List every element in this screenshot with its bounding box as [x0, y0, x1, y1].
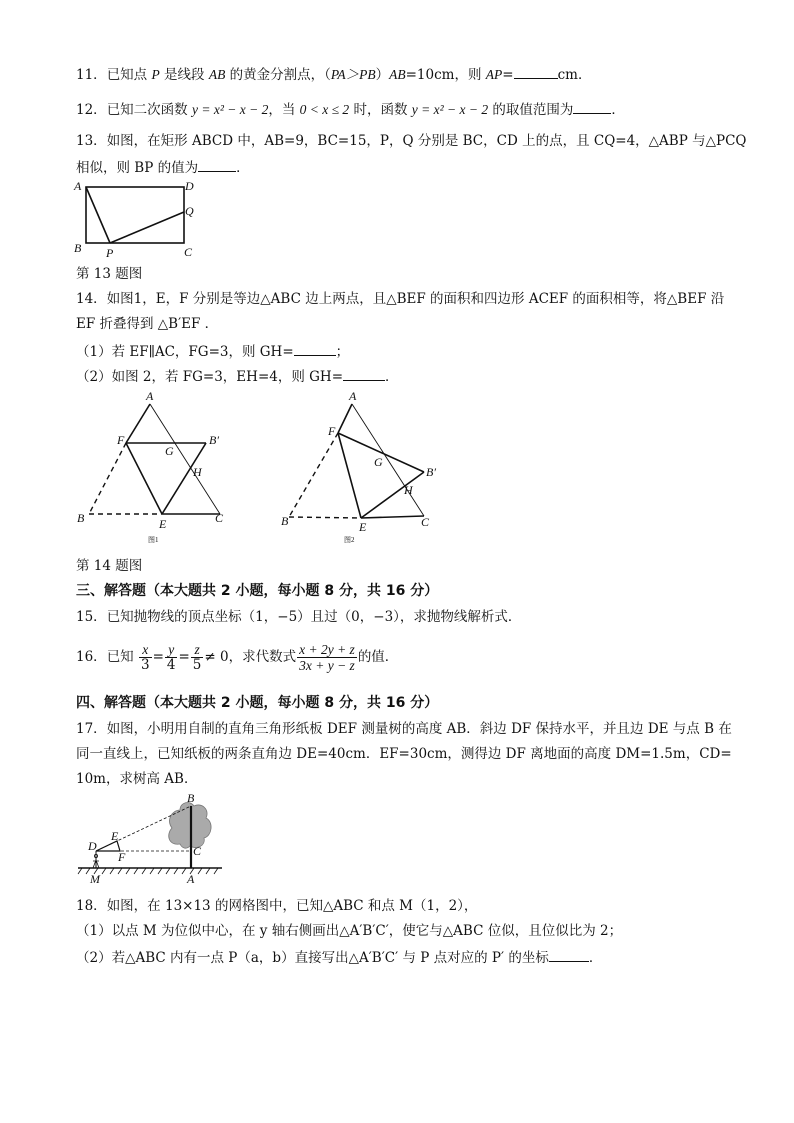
label-b-prime: B′ — [209, 433, 219, 447]
question-16: 16．已知 $\frac{x}{3}$ = $\frac{y}{4}$ = $\frac{z}{5}$ ≠ 0，求代数式 $\frac{x + 2y + z}{3x + y - z}$ 的值． — [76, 642, 399, 673]
question-11: 11．已知点 P 是线段 AB 的黄金分割点，（PA＞PB）AB=10cm，则 AP= cm． — [76, 64, 591, 84]
figure-13-caption: 第 13 题图 — [76, 266, 143, 282]
figure-13-rectangle — [72, 176, 202, 260]
segment-ec — [361, 516, 424, 518]
label-c: C — [421, 515, 430, 529]
segment-fe — [338, 433, 361, 518]
answer-blank[interactable] — [549, 947, 589, 962]
label-b: B — [281, 514, 289, 528]
segment-fb-dashed — [89, 443, 126, 514]
rectangle-abcd — [86, 187, 184, 243]
label-m: M — [90, 872, 100, 886]
label-q: Q — [185, 204, 194, 218]
segment-ac — [150, 404, 220, 514]
question-14-sub-1: （1）若 EF∥AC，FG=3，则 GH= ； — [76, 341, 349, 361]
answer-blank[interactable] — [514, 64, 558, 79]
section-3-heading: 三、解答题（本大题共 2 小题，每小题 8 分，共 16 分） — [76, 583, 439, 599]
fraction-z-over-5: $\frac{z}{5}$ — [192, 642, 202, 673]
label-a: A — [349, 390, 357, 403]
segment-ebp — [361, 472, 424, 518]
label-e: E — [111, 829, 119, 843]
answer-blank[interactable] — [573, 99, 611, 114]
question-18-line-1: 18．如图，在 13×13 的网格图中，已知△ABC 和点 M（1，2）， — [76, 898, 478, 914]
label-d: D — [185, 179, 194, 193]
question-13-line-2: 相似，则 BP 的值为 ． — [76, 157, 250, 177]
segment-be-dashed — [289, 517, 361, 518]
figure-14-caption: 第 14 题图 — [76, 558, 143, 574]
question-14-line-2: EF 折叠得到 △B′EF ． — [76, 316, 219, 332]
label-e: E — [359, 520, 367, 534]
segment-af — [338, 404, 352, 433]
figure-label-2: 图2 — [344, 536, 355, 544]
question-17-line-1: 17．如图，小明用自制的直角三角形纸板 DEF 测量树的高度 AB．斜边 DF 保持水平，并且边 DE 与点 B 在 — [76, 721, 732, 737]
section-4-heading: 四、解答题（本大题共 2 小题，每小题 8 分，共 16 分） — [76, 695, 439, 711]
question-17-line-2: 同一直线上，已知纸板的两条直角边 DE=40cm．EF=30cm，测得边 DF 离地面的高度 DM=1.5m，CD= — [76, 746, 732, 762]
label-f: F — [117, 433, 125, 447]
label-e: E — [159, 517, 167, 531]
question-18-sub-1: （1）以点 M 为位似中心，在 y 轴右侧画出△A′B′C′，使它与△ABC 位似，且位似比为 2； — [76, 923, 623, 939]
segment-fe — [126, 443, 162, 514]
label-d: D — [88, 839, 97, 853]
label-p: P — [106, 246, 114, 260]
label-b: B — [77, 511, 85, 525]
label-f: F — [328, 424, 336, 438]
figure-17-tree — [72, 790, 232, 890]
figure-14-2 — [280, 390, 450, 550]
label-g: G — [374, 455, 383, 469]
label-c: C — [215, 511, 224, 525]
question-15: 15．已知抛物线的顶点坐标（1，−5）且过（0，−3），求抛物线解析式． — [76, 609, 522, 625]
segment-fb-dashed — [289, 433, 338, 517]
question-18-sub-2: （2）若△ABC 内有一点 P（a，b）直接写出△A′B′C′ 与 P 点对应的 P′ 的坐标 ． — [76, 947, 602, 967]
answer-blank[interactable] — [294, 341, 336, 356]
segment-ap — [86, 187, 110, 243]
label-f: F — [118, 850, 126, 864]
answer-blank[interactable] — [343, 366, 385, 381]
fraction-x-over-3: $\frac{x}{3}$ — [140, 642, 150, 673]
label-a: A — [146, 390, 154, 403]
label-a: A — [74, 179, 82, 193]
answer-blank[interactable] — [198, 157, 236, 172]
label-a: A — [187, 872, 195, 886]
fraction-expression: $\frac{x + 2y + z}{3x + y - z}$ — [299, 642, 355, 673]
question-17-line-3: 10m，求树高 AB． — [76, 771, 198, 787]
question-14-line-1: 14．如图1，E，F 分别是等边△ABC 边上两点，且△BEF 的面积和四边形 ACEF 的面积相等，将△BEF 沿 — [76, 291, 725, 307]
question-13-line-1: 13．如图，在矩形 ABCD 中，AB=9，BC=15，P，Q 分别是 BC，CD 上的点，且 CQ=4，△ABP 与△PCQ — [76, 133, 747, 149]
figure-14-1 — [72, 390, 232, 550]
label-h: H — [404, 483, 413, 497]
label-g: G — [165, 444, 174, 458]
label-h: H — [193, 465, 202, 479]
question-14-sub-2: （2）如图 2，若 FG=3，EH=4，则 GH= ． — [76, 366, 399, 386]
label-b: B — [187, 791, 195, 805]
label-b: B — [74, 241, 82, 255]
label-c: C — [184, 245, 193, 259]
fraction-y-over-4: $\frac{y}{4}$ — [166, 642, 176, 673]
segment-af — [126, 404, 150, 443]
question-12: 12．已知二次函数 y = x² − x − 2，当 0 < x ≤ 2 时，函数 y = x² − x − 2 的取值范围为 ． — [76, 99, 625, 119]
figure-label-1: 图1 — [148, 536, 159, 544]
label-c: C — [193, 844, 202, 858]
label-b-prime: B′ — [426, 465, 436, 479]
segment-pq — [110, 212, 184, 243]
